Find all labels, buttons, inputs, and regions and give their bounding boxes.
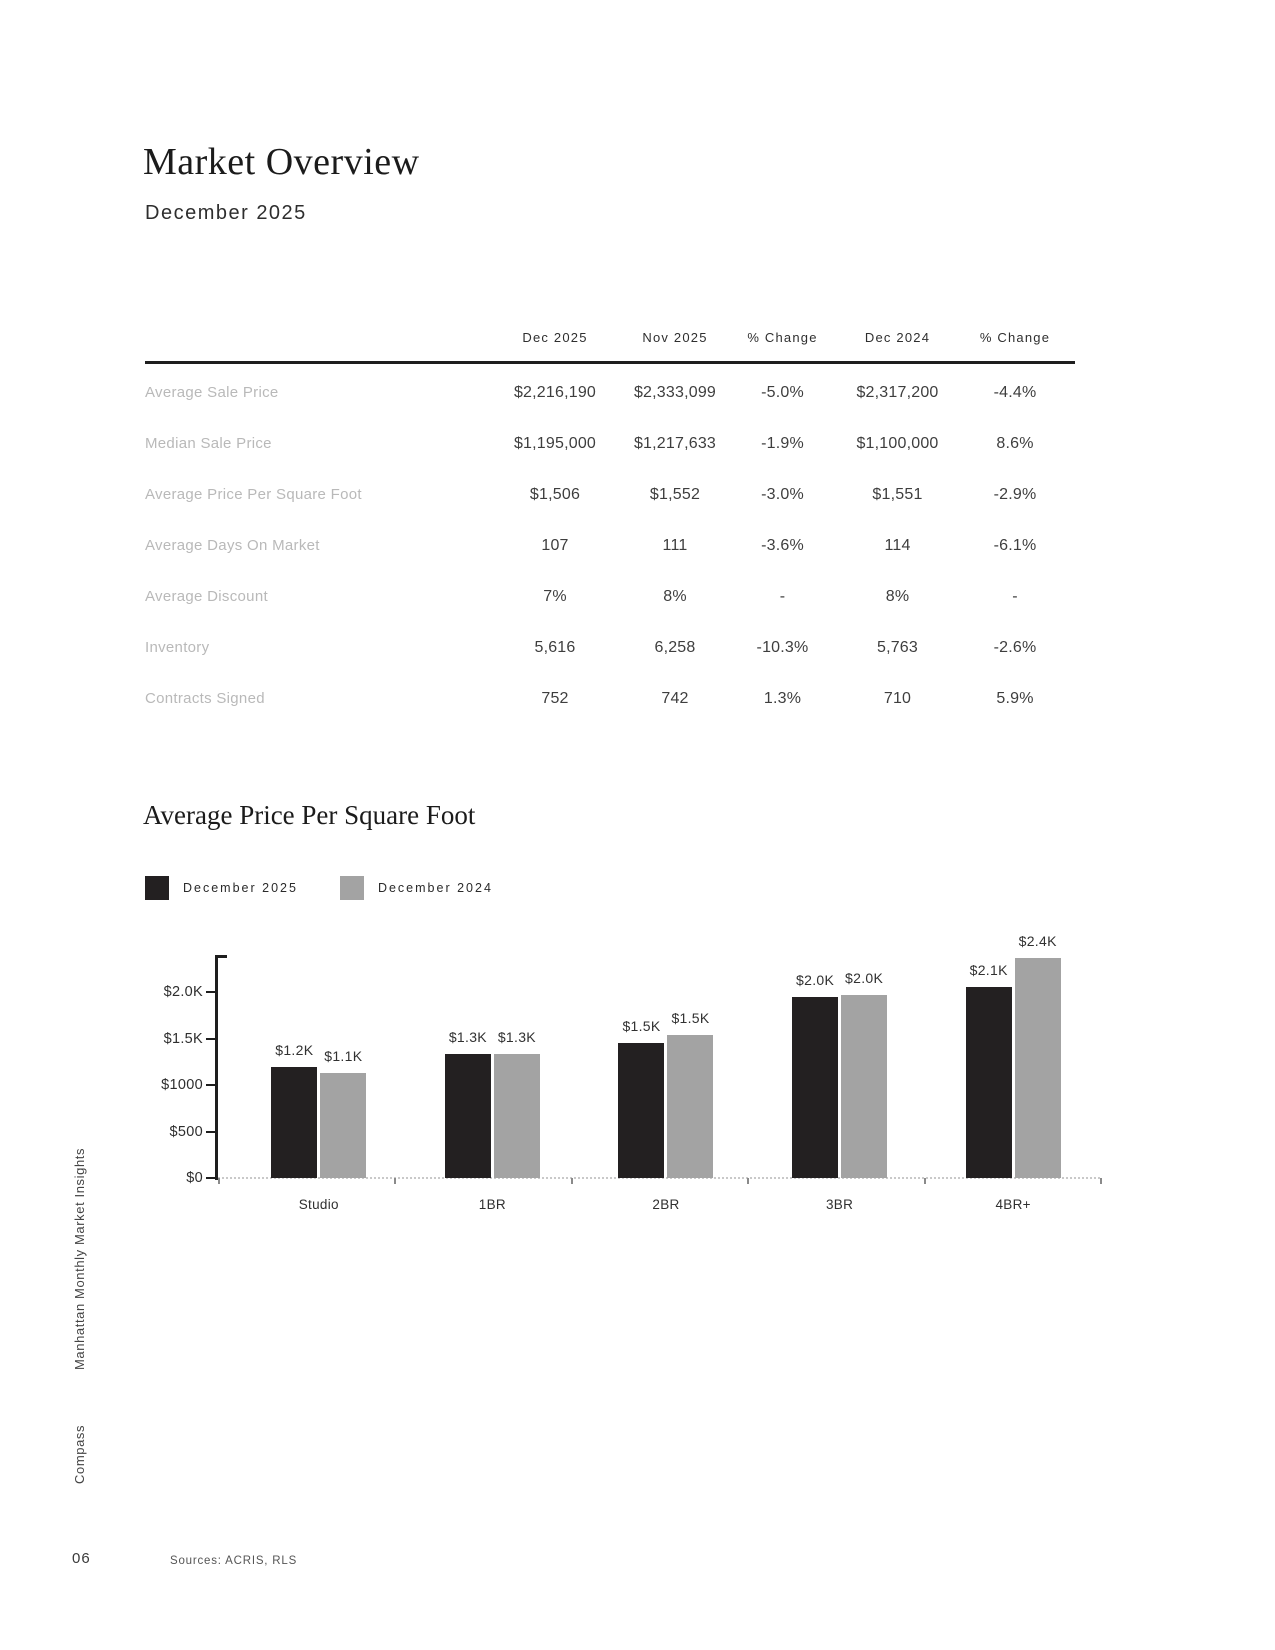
- cell-value: 5,616: [534, 638, 576, 656]
- cell-value: 742: [661, 689, 689, 707]
- y-axis-tick: [206, 1177, 215, 1179]
- page-subtitle: December 2025: [145, 202, 307, 224]
- x-axis-tick: [924, 1178, 926, 1184]
- category-labels: [232, 1197, 1100, 1212]
- bar-december-2025: [966, 961, 1012, 1178]
- bar-group-4brplus: [926, 932, 1100, 1178]
- cell-value: 8%: [663, 587, 687, 605]
- bar-december-2025: [792, 971, 838, 1178]
- cell-value: 752: [541, 689, 569, 707]
- y-axis-label: $0: [186, 1170, 203, 1186]
- market-stats-table: [145, 330, 1075, 724]
- category-label: 2BR: [652, 1197, 680, 1212]
- bar-value-label: $2.0K: [796, 971, 835, 988]
- table-row: [145, 520, 1075, 571]
- page-number: 06: [72, 1550, 91, 1567]
- legend-label-december-2025: December 2025: [183, 881, 298, 895]
- table-row: [145, 622, 1075, 673]
- y-axis-tick: [206, 1038, 215, 1040]
- bar-value-label: $2.4K: [1018, 932, 1057, 949]
- cell-value: 6,258: [654, 638, 696, 656]
- legend-swatch-december-2025: [145, 876, 169, 900]
- chart-section-title: Average Price Per Square Foot: [143, 800, 476, 830]
- row-label: Average Days On Market: [145, 537, 320, 554]
- x-axis-tick: [394, 1178, 396, 1184]
- column-header-nov-2025: Nov 2025: [642, 330, 708, 345]
- category-label: 4BR+: [995, 1197, 1031, 1212]
- cell-value: $1,552: [649, 485, 701, 503]
- sources-note: Sources: ACRIS, RLS: [170, 1555, 298, 1567]
- sidebar-brand: Compass: [72, 1424, 87, 1484]
- y-axis-label: $500: [169, 1123, 203, 1140]
- bar-value-label: $2.1K: [969, 961, 1008, 978]
- page-title: Market Overview: [143, 141, 420, 183]
- bar-value-label: $1.3K: [497, 1029, 536, 1046]
- bar-december-2024: [320, 1048, 366, 1178]
- y-axis-label: $1000: [161, 1077, 203, 1094]
- x-axis-tick: [747, 1178, 749, 1184]
- cell-value: -4.4%: [993, 383, 1037, 401]
- table-row: [145, 571, 1075, 622]
- legend-swatch-december-2024: [340, 876, 364, 900]
- bar-december-2025: [271, 1042, 317, 1178]
- bar-group-1br: [406, 955, 580, 1178]
- y-axis-tick: [206, 1131, 215, 1133]
- cell-value: $1,506: [529, 485, 581, 503]
- y-axis-label: $2.0K: [163, 984, 203, 1001]
- bar-december-2024: [494, 1029, 540, 1178]
- y-axis-tick: [206, 991, 215, 993]
- bar-value-label: $1.5K: [622, 1017, 661, 1034]
- cell-value: $1,195,000: [513, 434, 597, 452]
- bar-december-2024: [1015, 932, 1061, 1178]
- cell-value: 7%: [543, 587, 567, 605]
- cell-value: -3.6%: [761, 536, 804, 554]
- cell-value: -: [779, 587, 786, 605]
- table-header-empty: [145, 338, 485, 354]
- plot-area: [218, 932, 1100, 1178]
- category-label: Studio: [298, 1197, 339, 1212]
- cell-value: 8.6%: [996, 434, 1034, 452]
- bar-group-3br: [753, 955, 927, 1178]
- row-label: Contracts Signed: [145, 690, 265, 707]
- bar-group-studio: [232, 955, 406, 1178]
- x-axis-tick: [218, 1178, 220, 1184]
- bar-value-label: $2.0K: [845, 969, 884, 986]
- row-label: Average Discount: [145, 588, 268, 605]
- cell-value: -1.9%: [761, 434, 804, 452]
- x-axis-tick: [571, 1178, 573, 1184]
- cell-value: $2,216,190: [513, 383, 597, 401]
- table-row: [145, 418, 1075, 469]
- cell-value: $2,317,200: [856, 383, 939, 401]
- cell-value: $1,551: [872, 485, 923, 503]
- chart-legend: [145, 876, 535, 900]
- column-header-pct-change-2: % Change: [979, 330, 1051, 345]
- cell-value: -6.1%: [993, 536, 1037, 554]
- y-axis-label: $1.5K: [163, 1030, 203, 1047]
- bar-december-2025: [618, 1017, 664, 1178]
- bar-chart: [145, 932, 1105, 1235]
- legend-label-december-2024: December 2024: [377, 881, 493, 895]
- cell-value: $1,100,000: [856, 434, 939, 452]
- cell-value: -2.9%: [993, 485, 1037, 503]
- category-label: 3BR: [825, 1197, 854, 1212]
- cell-value: 710: [883, 689, 912, 707]
- table-row: [145, 367, 1075, 418]
- column-header-pct-change-1: % Change: [747, 330, 818, 345]
- cell-value: $2,333,099: [633, 383, 717, 401]
- table-header-row: [145, 330, 1075, 361]
- cell-value: $1,217,633: [633, 434, 717, 452]
- bar-value-label: $1.1K: [324, 1048, 363, 1065]
- cell-value: 5,763: [876, 638, 919, 656]
- bar-december-2024: [841, 969, 887, 1179]
- cell-value: 111: [662, 536, 688, 554]
- x-axis-tick: [1100, 1178, 1102, 1184]
- cell-value: -3.0%: [761, 485, 804, 503]
- sidebar-vertical-title: Manhattan Monthly Market Insights: [72, 1147, 87, 1370]
- cell-value: 8%: [885, 587, 910, 605]
- bar-december-2024: [667, 1009, 713, 1178]
- table-row: [145, 469, 1075, 520]
- cell-value: -: [1012, 587, 1018, 605]
- cell-value: 5.9%: [996, 689, 1034, 707]
- table-row: [145, 673, 1075, 724]
- column-header-dec-2024: Dec 2024: [864, 330, 931, 345]
- table-body: [145, 364, 1075, 724]
- row-label: Average Price Per Square Foot: [145, 486, 362, 503]
- cell-value: 1.3%: [763, 689, 802, 707]
- bar-value-label: $1.5K: [671, 1009, 710, 1026]
- cell-value: -5.0%: [761, 383, 804, 401]
- column-header-dec-2025: Dec 2025: [522, 330, 588, 345]
- bar-value-label: $1.2K: [275, 1042, 314, 1059]
- category-label: 1BR: [478, 1197, 506, 1212]
- cell-value: -10.3%: [756, 638, 809, 656]
- row-label: Median Sale Price: [145, 435, 272, 452]
- cell-value: 107: [541, 536, 569, 554]
- bar-groups: [232, 932, 1100, 1178]
- row-label: Inventory: [145, 639, 210, 656]
- y-axis-tick: [206, 1084, 215, 1086]
- row-label: Average Sale Price: [145, 384, 279, 401]
- bar-group-2br: [579, 955, 753, 1178]
- bar-december-2025: [445, 1028, 491, 1178]
- cell-value: 114: [884, 536, 911, 554]
- cell-value: -2.6%: [993, 638, 1037, 656]
- bar-value-label: $1.3K: [448, 1028, 487, 1045]
